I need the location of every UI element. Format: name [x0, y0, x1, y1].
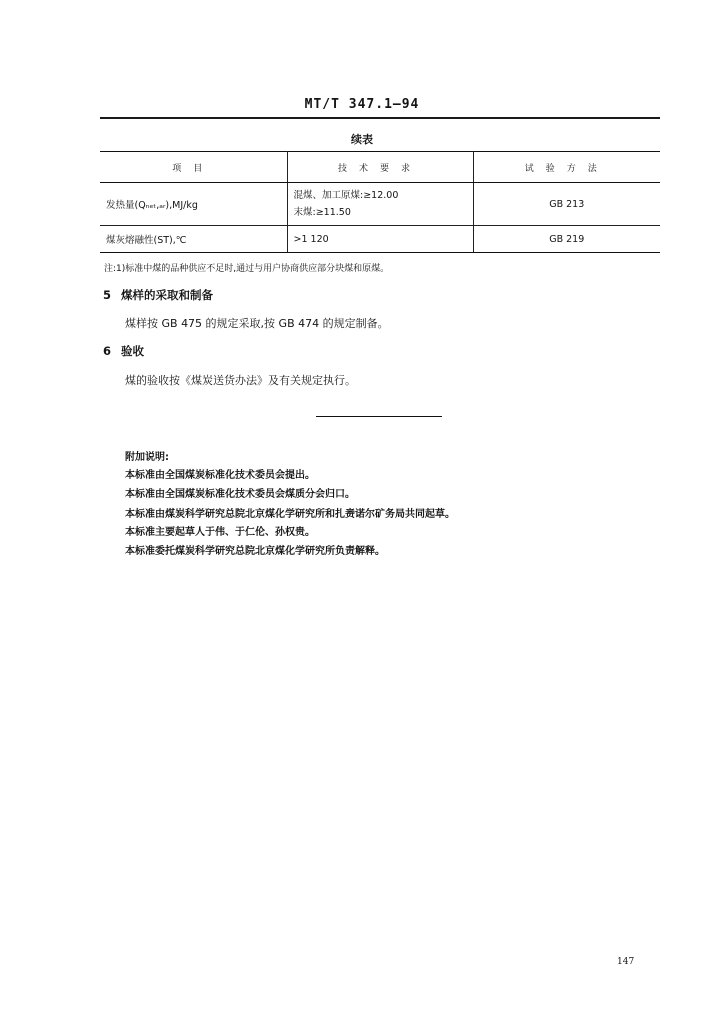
table-header-row — [100, 152, 660, 183]
header-rule — [100, 117, 660, 119]
table-caption: 续表 — [351, 133, 373, 146]
requirement-line: 末煤:≥11.50 — [293, 207, 351, 218]
additional-note-line: 本标准主要起草人于伟、于仁伦、孙权贵。 — [125, 527, 315, 538]
additional-note-line: 本标准委托煤炭科学研究总院北京煤化学研究所负责解释。 — [125, 546, 385, 557]
additional-note-line: 本标准由煤炭科学研究总院北京煤化学研究所和扎赉诺尔矿务局共同起草。 — [125, 509, 455, 520]
end-rule — [316, 416, 442, 417]
section-6-text: 煤的验收按《煤炭送货办法》及有关规定执行。 — [125, 374, 356, 387]
page-number: 147 — [617, 957, 635, 967]
section-5-text: 煤样按 GB 475 的规定采取,按 GB 474 的规定制备。 — [125, 317, 389, 330]
column-header-method: 试验方法 — [473, 152, 660, 183]
requirement-line: 混煤、加工原煤:≥12.00 — [293, 190, 399, 201]
section-number: 6 — [103, 344, 112, 358]
requirement-line: >1 120 — [293, 233, 329, 245]
section-number: 5 — [103, 288, 112, 302]
row-item-calorific-value: 发热量(Qₙₑₜ,ₐᵣ),MJ/kg — [100, 183, 287, 226]
table-row — [100, 226, 660, 253]
standard-number: MT/T 347.1—94 — [304, 97, 420, 112]
row-requirement-calorific-value — [287, 183, 473, 226]
section-title: 煤样的采取和制备 — [121, 288, 213, 302]
section-6-heading — [103, 343, 144, 359]
row-method-ash-fusibility: GB 219 — [473, 226, 660, 253]
additional-notes-title: 附加说明: — [125, 452, 169, 463]
column-header-requirement: 技术要求 — [287, 152, 473, 183]
section-title: 验收 — [121, 344, 144, 358]
section-5-heading — [103, 287, 213, 303]
row-requirement-ash-fusibility — [287, 226, 473, 253]
additional-note-line: 本标准由全国煤炭标准化技术委员会提出。 — [125, 470, 315, 481]
table-note: 注:1)标准中煤的品种供应不足时,通过与用户协商供应部分块煤和原煤。 — [104, 264, 390, 274]
requirements-table — [100, 151, 660, 253]
row-item-ash-fusibility: 煤灰熔融性(ST),℃ — [100, 226, 287, 253]
column-header-item: 项目 — [100, 152, 287, 183]
additional-note-line: 本标准由全国煤炭标准化技术委员会煤质分会归口。 — [125, 489, 355, 500]
table-row — [100, 183, 660, 226]
row-method-calorific-value: GB 213 — [473, 183, 660, 226]
